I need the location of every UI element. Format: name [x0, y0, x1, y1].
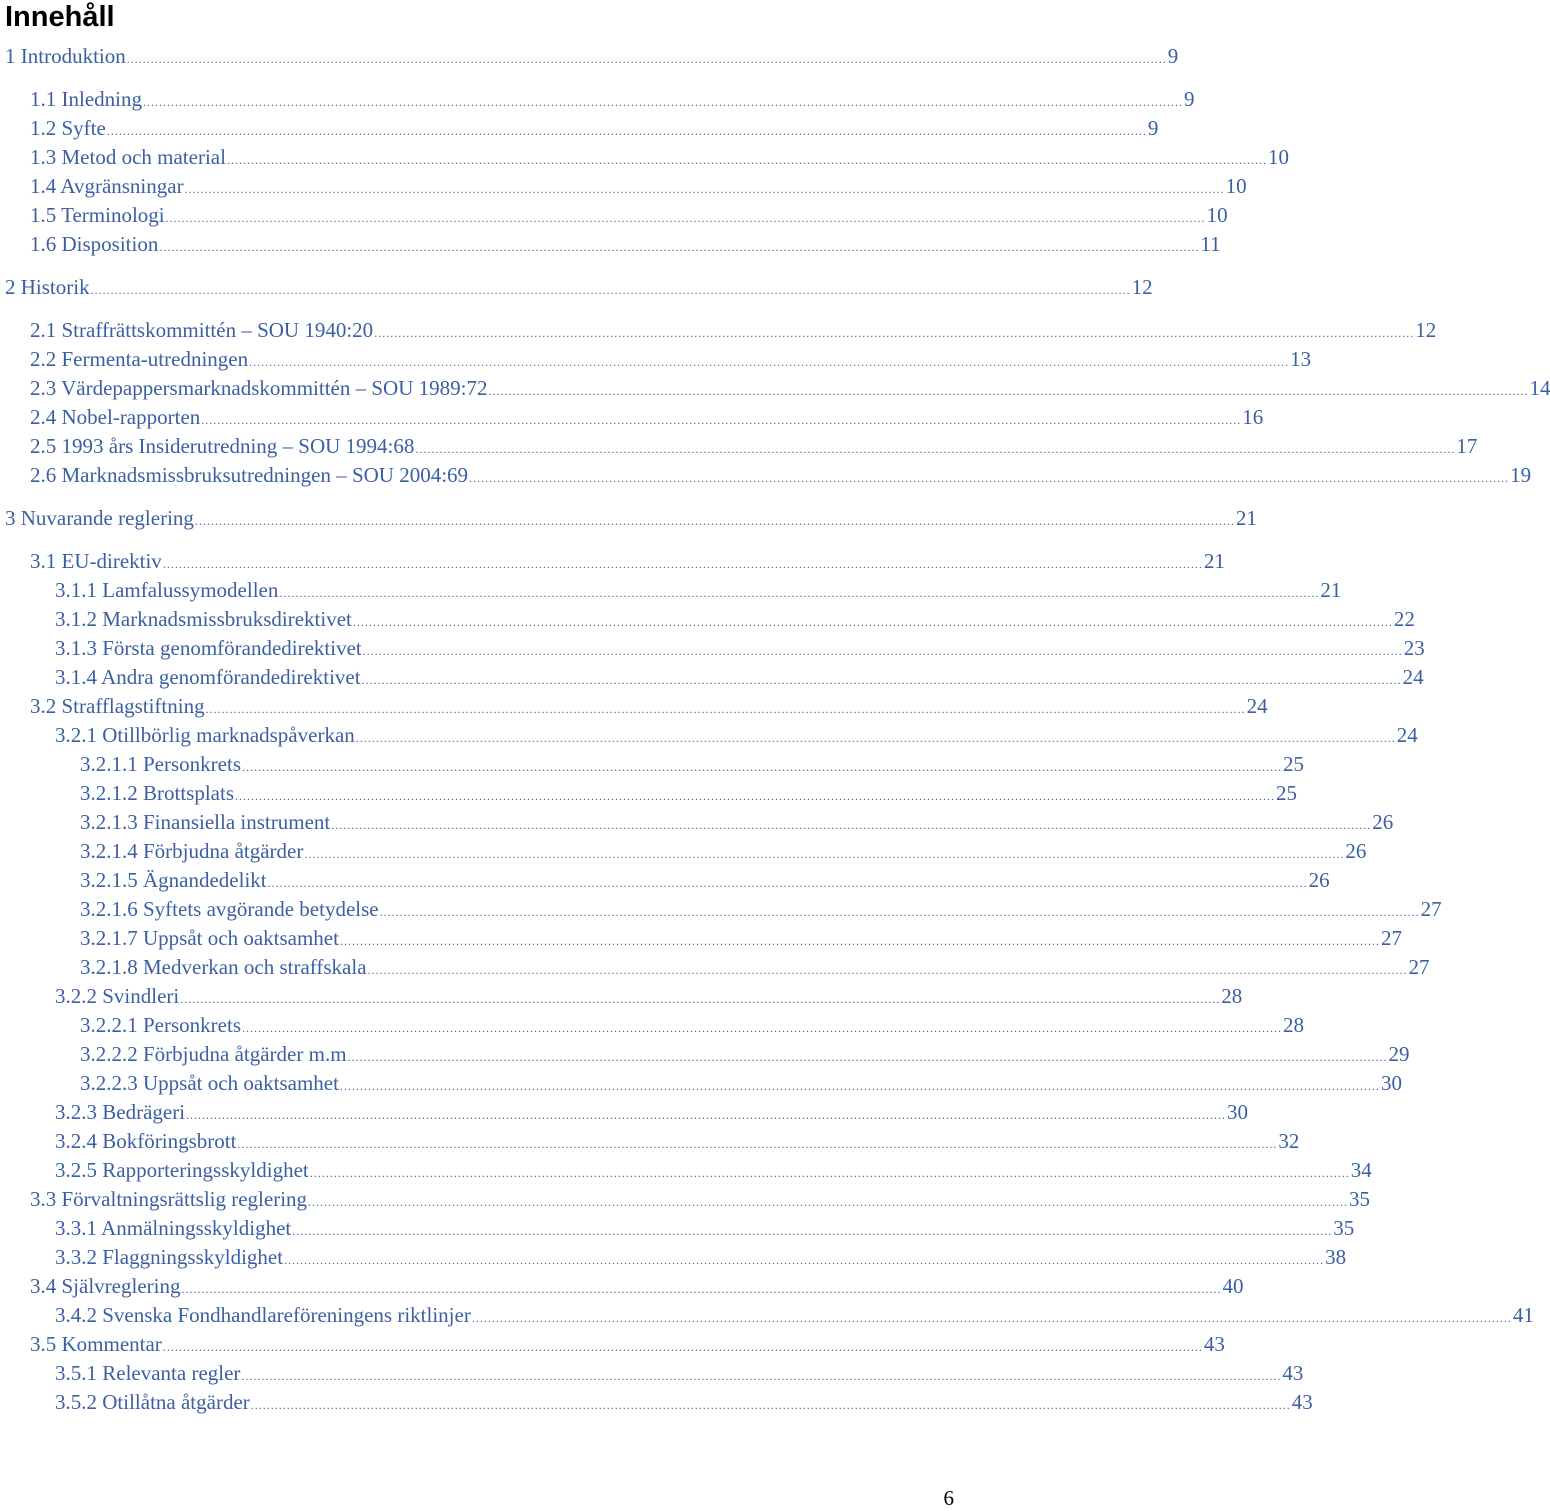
toc-entry-label: 3.2.1.3 Finansiella instrument — [80, 810, 331, 834]
toc-entry-label: 1.3 Metod och material — [30, 145, 226, 169]
toc-dot-leader: .................................................................................................................................................................................................................................................................... — [162, 557, 1203, 571]
toc-entry-page: 12 — [1415, 318, 1437, 342]
toc-dot-leader: .................................................................................................................................................................................................................................................................... — [355, 731, 1396, 745]
toc-dot-leader: .................................................................................................................................................................................................................................................................... — [181, 1282, 1222, 1296]
toc-entry-label: 3.5 Kommentar — [30, 1332, 162, 1356]
toc-entry-label: 3.2.1 Otillbörlig marknadspåverkan — [55, 723, 355, 747]
toc-entry[interactable] — [55, 1301, 1534, 1329]
toc-entry-label: 2.5 1993 års Insiderutredning – SOU 1994:68 — [30, 434, 415, 458]
toc-entry-label: 3.2.4 Bokföringsbrott — [55, 1129, 237, 1153]
toc-dot-leader: .................................................................................................................................................................................................................................................................... — [415, 442, 1456, 456]
toc-dot-leader: .................................................................................................................................................................................................................................................................... — [267, 876, 1308, 890]
toc-dot-leader: .................................................................................................................................................................................................................................................................... — [471, 1311, 1512, 1325]
toc-entry[interactable] — [80, 750, 1304, 778]
toc-entry-page: 12 — [1131, 275, 1153, 299]
toc-entry-label: 1.4 Avgränsningar — [30, 174, 184, 198]
toc-entry-page: 26 — [1372, 810, 1394, 834]
toc-entry-page: 30 — [1227, 1100, 1249, 1124]
toc-entry[interactable] — [55, 1098, 1249, 1126]
toc-entry-page: 27 — [1420, 897, 1442, 921]
toc-entry-page: 43 — [1203, 1332, 1225, 1356]
toc-dot-leader: .................................................................................................................................................................................................................................................................... — [308, 1195, 1349, 1209]
toc-entry[interactable] — [55, 576, 1342, 604]
toc-entry[interactable] — [55, 1359, 1304, 1387]
toc-entry-page: 10 — [1267, 145, 1289, 169]
toc-dot-leader: .................................................................................................................................................................................................................................................................... — [106, 124, 1147, 138]
toc-entry-label: 2.2 Fermenta-utredningen — [30, 347, 249, 371]
toc-entry[interactable] — [55, 1156, 1372, 1184]
toc-entry-label: 3.3.2 Flaggningsskyldighet — [55, 1245, 284, 1269]
toc-entry[interactable] — [30, 403, 1264, 431]
toc-entry-page: 41 — [1512, 1303, 1534, 1327]
toc-entry[interactable] — [5, 42, 1179, 70]
toc-entry-page: 21 — [1320, 578, 1342, 602]
toc-entry-label: 1.6 Disposition — [30, 232, 159, 256]
toc-entry-page: 28 — [1283, 1013, 1304, 1037]
toc-entry-label: 3.2.1.4 Förbjudna åtgärder — [80, 839, 304, 863]
toc-entry[interactable] — [80, 866, 1330, 894]
toc-entry-page: 21 — [1203, 549, 1225, 573]
toc-entry-page: 43 — [1282, 1361, 1304, 1385]
toc-entry[interactable] — [5, 504, 1257, 532]
toc-entry-page: 40 — [1222, 1274, 1244, 1298]
toc-entry[interactable] — [30, 1185, 1371, 1213]
toc-dot-leader: .................................................................................................................................................................................................................................................................... — [362, 644, 1403, 658]
toc-entry[interactable] — [80, 953, 1430, 981]
toc-entry[interactable] — [80, 779, 1298, 807]
toc-entry-page: 21 — [1235, 506, 1257, 530]
toc-entry-page: 35 — [1349, 1187, 1371, 1211]
toc-entry-label: 3.2.2 Svindleri — [55, 984, 180, 1008]
toc-entry[interactable] — [30, 461, 1532, 489]
toc-heading: Innehåll — [5, 1, 115, 33]
toc-entry-page: 9 — [1167, 44, 1179, 68]
toc-entry[interactable] — [80, 837, 1367, 865]
toc-entry-label: 3.2.3 Bedrägeri — [55, 1100, 186, 1124]
toc-dot-leader: .................................................................................................................................................................................................................................................................... — [331, 818, 1372, 832]
toc-dot-leader: .................................................................................................................................................................................................................................................................... — [194, 514, 1235, 528]
toc-entry-label: 2.1 Straffrättskommittén – SOU 1940:20 — [30, 318, 374, 342]
toc-entry-page: 24 — [1246, 694, 1268, 718]
toc-entry[interactable] — [30, 374, 1550, 402]
toc-dot-leader: .................................................................................................................................................................................................................................................................... — [379, 905, 1420, 919]
toc-dot-leader: .................................................................................................................................................................................................................................................................... — [242, 1021, 1282, 1035]
toc-entry[interactable] — [30, 1272, 1244, 1300]
toc-entry-label: 3.4 Självreglering — [30, 1274, 181, 1298]
toc-entry-label: 3.2.2.2 Förbjudna åtgärder m.m — [80, 1042, 347, 1066]
toc-entry-page: 17 — [1456, 434, 1478, 458]
toc-entry-label: 3.1 EU-direktiv — [30, 549, 162, 573]
toc-dot-leader: .................................................................................................................................................................................................................................................................... — [339, 1079, 1380, 1093]
toc-entry-page: 34 — [1350, 1158, 1372, 1182]
toc-entry[interactable] — [30, 316, 1437, 344]
toc-entry-page: 13 — [1290, 347, 1312, 371]
toc-entry-label: 3.1.2 Marknadsmissbruksdirektivet — [55, 607, 352, 631]
toc-entry[interactable] — [55, 663, 1424, 691]
toc-entry-page: 22 — [1393, 607, 1415, 631]
toc-entry-page: 38 — [1325, 1245, 1347, 1269]
toc-entry-page: 9 — [1183, 87, 1195, 111]
toc-entry-label: 2 Historik — [5, 275, 90, 299]
toc-dot-leader: .................................................................................................................................................................................................................................................................... — [90, 283, 1131, 297]
toc-entry-label: 1.5 Terminologi — [30, 203, 165, 227]
toc-dot-leader: .................................................................................................................................................................................................................................................................... — [142, 95, 1183, 109]
toc-entry-page: 35 — [1333, 1216, 1355, 1240]
toc-dot-leader: .................................................................................................................................................................................................................................................................... — [237, 1137, 1278, 1151]
toc-entry-label: 2.4 Nobel-rapporten — [30, 405, 201, 429]
toc-dot-leader: .................................................................................................................................................................................................................................................................... — [126, 52, 1167, 66]
toc-entry-label: 3.5.2 Otillåtna åtgärder — [55, 1390, 250, 1414]
toc-entry-page: 10 — [1206, 203, 1228, 227]
toc-entry-label: 3.2.1.2 Brottsplats — [80, 781, 235, 805]
toc-dot-leader: .................................................................................................................................................................................................................................................................... — [186, 1108, 1227, 1122]
toc-entry-page: 27 — [1408, 955, 1430, 979]
toc-entry-page: 14 — [1529, 376, 1550, 400]
toc-entry[interactable] — [55, 634, 1425, 662]
toc-dot-leader: .................................................................................................................................................................................................................................................................... — [367, 963, 1408, 977]
toc-dot-leader: .................................................................................................................................................................................................................................................................... — [235, 789, 1276, 803]
toc-entry-label: 3.1.4 Andra genomförandedirektivet — [55, 665, 361, 689]
toc-dot-leader: .................................................................................................................................................................................................................................................................... — [347, 1050, 1388, 1064]
toc-entry[interactable] — [30, 172, 1247, 200]
toc-entry-label: 3.1.3 Första genomförandedirektivet — [55, 636, 362, 660]
toc-entry-label: 3.3.1 Anmälningsskyldighet — [55, 1216, 292, 1240]
toc-entry-label: 3.4.2 Svenska Fondhandlareföreningens riktlinjer — [55, 1303, 471, 1327]
toc-entry-label: 3.2.5 Rapporteringsskyldighet — [55, 1158, 309, 1182]
toc-entry[interactable] — [80, 895, 1442, 923]
toc-dot-leader: .................................................................................................................................................................................................................................................................... — [184, 182, 1225, 196]
toc-entry-page: 27 — [1380, 926, 1402, 950]
toc-entry[interactable] — [80, 1040, 1410, 1068]
toc-entry[interactable] — [80, 808, 1394, 836]
toc-entry-page: 9 — [1147, 116, 1159, 140]
toc-entry-page: 25 — [1283, 752, 1304, 776]
toc-entry[interactable] — [30, 85, 1195, 113]
toc-dot-leader: .................................................................................................................................................................................................................................................................... — [292, 1224, 1333, 1238]
toc-entry-page: 11 — [1200, 232, 1221, 256]
toc-dot-leader: .................................................................................................................................................................................................................................................................... — [165, 211, 1206, 225]
toc-entry-page: 24 — [1396, 723, 1418, 747]
toc-entry[interactable] — [30, 143, 1289, 171]
toc-entry[interactable] — [55, 1388, 1313, 1416]
toc-dot-leader: .................................................................................................................................................................................................................................................................... — [469, 471, 1510, 485]
toc-entry-page: 30 — [1380, 1071, 1402, 1095]
toc-entry-page: 32 — [1278, 1129, 1300, 1153]
toc-entry[interactable] — [30, 230, 1221, 258]
toc-entry-page: 19 — [1510, 463, 1532, 487]
toc-dot-leader: .................................................................................................................................................................................................................................................................... — [284, 1253, 1325, 1267]
toc-entry-label: 3.2.1.6 Syftets avgörande betydelse — [80, 897, 379, 921]
toc-entry-label: 1.1 Inledning — [30, 87, 142, 111]
toc-dot-leader: .................................................................................................................................................................................................................................................................... — [249, 355, 1290, 369]
toc-entry[interactable] — [55, 1214, 1355, 1242]
toc-dot-leader: .................................................................................................................................................................................................................................................................... — [374, 326, 1415, 340]
toc-entry[interactable] — [30, 201, 1228, 229]
toc-entry-page: 10 — [1225, 174, 1247, 198]
toc-entry-label: 3 Nuvarande reglering — [5, 506, 194, 530]
toc-entry-page: 16 — [1242, 405, 1264, 429]
toc-entry[interactable] — [30, 1330, 1225, 1358]
toc-entry[interactable] — [80, 1069, 1402, 1097]
toc-entry-page: 26 — [1308, 868, 1330, 892]
toc-entry[interactable] — [30, 345, 1312, 373]
toc-entry-label: 3.3 Förvaltningsrättslig reglering — [30, 1187, 308, 1211]
toc-entry-label: 3.2.1.1 Personkrets — [80, 752, 241, 776]
toc-entry[interactable] — [55, 1127, 1300, 1155]
toc-entry-label: 3.2.1.7 Uppsåt och oaktsamhet — [80, 926, 339, 950]
toc-dot-leader: .................................................................................................................................................................................................................................................................... — [162, 1340, 1203, 1354]
toc-entry-label: 3.2.2.1 Personkrets — [80, 1013, 241, 1037]
toc-dot-leader: .................................................................................................................................................................................................................................................................... — [159, 240, 1200, 254]
toc-entry[interactable] — [55, 982, 1243, 1010]
toc-entry-page: 26 — [1345, 839, 1367, 863]
page-number: 6 — [943, 1486, 954, 1510]
toc-entry[interactable] — [80, 924, 1402, 952]
toc-entry-page: 25 — [1276, 781, 1298, 805]
toc-entry-page: 23 — [1403, 636, 1425, 660]
toc-entry[interactable] — [30, 114, 1159, 142]
toc-dot-leader: .................................................................................................................................................................................................................................................................... — [339, 934, 1380, 948]
toc-entry-page: 28 — [1221, 984, 1243, 1008]
toc-entry-page: 29 — [1388, 1042, 1410, 1066]
toc-dot-leader: .................................................................................................................................................................................................................................................................... — [250, 1398, 1291, 1412]
toc-entry-label: 3.2.1.8 Medverkan och straffskala — [80, 955, 367, 979]
toc-dot-leader: .................................................................................................................................................................................................................................................................... — [488, 384, 1529, 398]
toc-entry-label: 1 Introduktion — [5, 44, 126, 68]
toc-dot-leader: .................................................................................................................................................................................................................................................................... — [226, 153, 1267, 167]
toc-entry-label: 3.2.1.5 Ägnandedelikt — [80, 868, 267, 892]
toc-entry[interactable] — [80, 1011, 1304, 1039]
toc-entry-label: 3.1.1 Lamfalussymodellen — [55, 578, 279, 602]
toc-entry-page: 24 — [1402, 665, 1424, 689]
toc-entry[interactable] — [30, 692, 1268, 720]
toc-entry[interactable] — [30, 432, 1478, 460]
toc-entry-label: 3.2 Strafflagstiftning — [30, 694, 205, 718]
toc-entry-label: 2.6 Marknadsmissbruksutredningen – SOU 2004:69 — [30, 463, 469, 487]
toc-entry-label: 2.3 Värdepappersmarknadskommittén – SOU 1989:72 — [30, 376, 488, 400]
toc-entry-label: 1.2 Syfte — [30, 116, 106, 140]
toc-dot-leader: .................................................................................................................................................................................................................................................................... — [309, 1166, 1350, 1180]
toc-entry[interactable] — [5, 273, 1153, 301]
toc-dot-leader: .................................................................................................................................................................................................................................................................... — [361, 673, 1402, 687]
toc-dot-leader: .................................................................................................................................................................................................................................................................... — [205, 702, 1246, 716]
toc-entry[interactable] — [55, 1243, 1347, 1271]
toc-dot-leader: .................................................................................................................................................................................................................................................................... — [180, 992, 1221, 1006]
toc-entry[interactable] — [55, 605, 1415, 633]
toc-dot-leader: .................................................................................................................................................................................................................................................................... — [242, 760, 1282, 774]
toc-entry-page: 43 — [1291, 1390, 1313, 1414]
toc-dot-leader: .................................................................................................................................................................................................................................................................... — [201, 413, 1242, 427]
toc-dot-leader: .................................................................................................................................................................................................................................................................... — [304, 847, 1345, 861]
toc-entry-label: 3.2.2.3 Uppsåt och oaktsamhet — [80, 1071, 339, 1095]
toc-dot-leader: .................................................................................................................................................................................................................................................................... — [279, 586, 1320, 600]
toc-entry[interactable] — [30, 547, 1225, 575]
toc-dot-leader: .................................................................................................................................................................................................................................................................... — [352, 615, 1393, 629]
toc-entry-label: 3.5.1 Relevanta regler — [55, 1361, 241, 1385]
toc-dot-leader: .................................................................................................................................................................................................................................................................... — [241, 1369, 1282, 1383]
toc-entry[interactable] — [55, 721, 1418, 749]
